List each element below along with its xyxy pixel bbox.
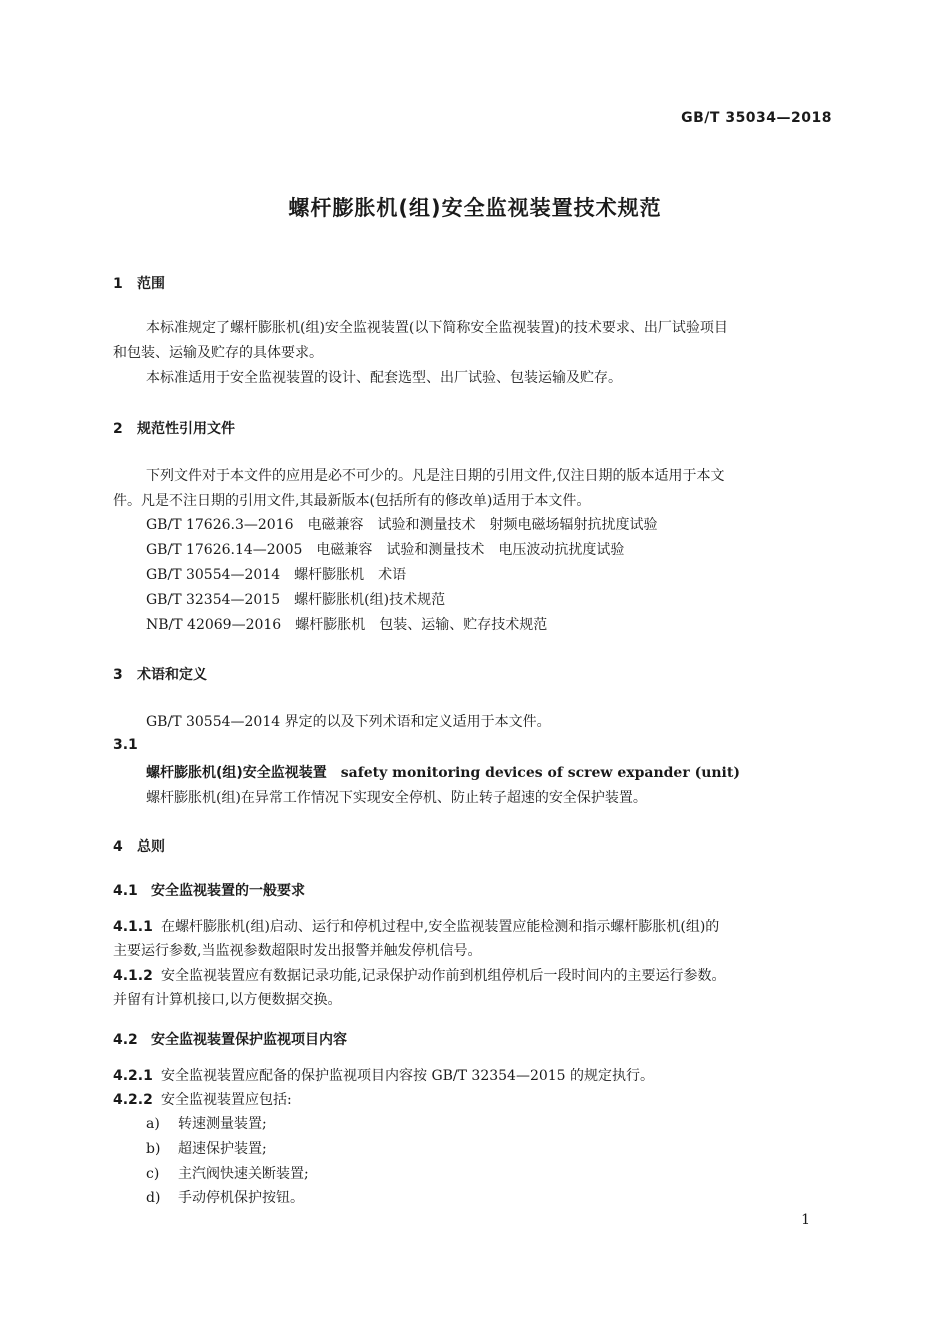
terms-intro: GB/T 30554—2014 界定的以及下列术语和定义适用于本文件。	[146, 714, 551, 730]
clause-text: 安全监视装置应有数据记录功能,记录保护动作前到机组停机后一段时间内的主要运行参数。	[161, 968, 726, 984]
clause-4-1-1	[113, 915, 719, 939]
section-number: 3	[113, 667, 123, 683]
document-title: 螺杆膨胀机(组)安全监视装置技术规范	[288, 196, 662, 220]
list-marker: d)	[146, 1190, 161, 1206]
term-number: 3.1	[113, 737, 138, 753]
list-text: 手动停机保护按钮。	[178, 1190, 304, 1206]
clause-text: 在螺杆膨胀机(组)启动、运行和停机过程中,安全监视装置应能检测和指示螺杆膨胀机(组)的	[161, 919, 720, 935]
standard-code: GB/T 35034—2018	[681, 110, 832, 126]
reference-title: 螺杆膨胀机 包装、运输、贮存技术规范	[295, 617, 548, 633]
reference-title: 电磁兼容 试验和测量技术 电压波动抗扰度试验	[316, 542, 625, 558]
clause-4-1-1-line-2: 主要运行参数,当监视参数超限时发出报警并触发停机信号。	[113, 943, 482, 959]
reference-code: GB/T 30554—2014	[146, 567, 281, 583]
clause-4-1-2-line-2: 并留有计算机接口,以方便数据交换。	[113, 992, 342, 1008]
reference-code: GB/T 17626.3—2016	[146, 517, 294, 533]
clause-number: 4.1.2	[113, 968, 153, 984]
section-title: 术语和定义	[137, 667, 207, 683]
section-title: 总则	[137, 839, 165, 855]
scope-paragraph-1-line-2: 和包装、运输及贮存的具体要求。	[113, 345, 323, 361]
list-marker: a)	[146, 1116, 160, 1132]
clause-text: 安全监视装置应配备的保护监视项目内容按 GB/T 32354—2015 的规定执行。	[161, 1068, 655, 1084]
section-2-heading	[113, 418, 235, 438]
clause-4-1-2	[113, 964, 725, 988]
subsection-4-2-heading	[113, 1029, 347, 1049]
reference-item	[146, 614, 547, 634]
list-text: 转速测量装置;	[178, 1116, 267, 1132]
subsection-4-1-heading	[113, 880, 305, 900]
term-english: safety monitoring devices of screw expander (unit)	[340, 765, 740, 781]
reference-code: GB/T 17626.14—2005	[146, 542, 303, 558]
subsection-title: 安全监视装置的一般要求	[151, 883, 305, 899]
clause-4-2-1	[113, 1064, 654, 1088]
page-number: 1	[801, 1212, 810, 1228]
section-number: 1	[113, 276, 123, 292]
references-intro-line-2: 件。凡是不注日期的引用文件,其最新版本(包括所有的修改单)适用于本文件。	[113, 493, 591, 509]
section-title: 范围	[137, 276, 165, 292]
reference-code: NB/T 42069—2016	[146, 617, 282, 633]
references-intro-line-1: 下列文件对于本文件的应用是必不可少的。凡是注日期的引用文件,仅注日期的版本适用于本文	[146, 468, 725, 484]
section-number: 2	[113, 421, 123, 437]
reference-title: 螺杆膨胀机(组)技术规范	[294, 592, 446, 608]
scope-paragraph-1-line-1: 本标准规定了螺杆膨胀机(组)安全监视装置(以下简称安全监视装置)的技术要求、出厂试验项目	[146, 320, 728, 336]
list-text: 主汽阀快速关断装置;	[178, 1166, 309, 1182]
reference-item	[146, 539, 624, 559]
list-item	[146, 1113, 267, 1133]
reference-item	[146, 564, 406, 584]
clause-number: 4.2.2	[113, 1092, 153, 1108]
section-1-heading	[113, 273, 165, 293]
scope-paragraph-2: 本标准适用于安全监视装置的设计、配套选型、出厂试验、包装运输及贮存。	[146, 370, 622, 386]
reference-code: GB/T 32354—2015	[146, 592, 281, 608]
term-title	[146, 762, 740, 782]
subsection-title: 安全监视装置保护监视项目内容	[151, 1032, 347, 1048]
list-text: 超速保护装置;	[178, 1141, 267, 1157]
section-4-heading	[113, 836, 165, 856]
reference-item	[146, 514, 658, 534]
section-title: 规范性引用文件	[137, 421, 235, 437]
clause-4-2-2	[113, 1088, 292, 1112]
term-definition: 螺杆膨胀机(组)在异常工作情况下实现安全停机、防止转子超速的安全保护装置。	[146, 790, 647, 806]
section-number: 4	[113, 839, 123, 855]
reference-title: 螺杆膨胀机 术语	[294, 567, 407, 583]
list-item	[146, 1163, 309, 1183]
list-item	[146, 1138, 267, 1158]
clause-number: 4.1.1	[113, 919, 153, 935]
list-marker: c)	[146, 1166, 160, 1182]
reference-item	[146, 589, 445, 609]
section-3-heading	[113, 664, 207, 684]
clause-number: 4.2.1	[113, 1068, 153, 1084]
term-chinese: 螺杆膨胀机(组)安全监视装置	[146, 765, 327, 781]
subsection-number: 4.1	[113, 883, 138, 899]
subsection-number: 4.2	[113, 1032, 138, 1048]
reference-title: 电磁兼容 试验和测量技术 射频电磁场辐射抗扰度试验	[307, 517, 658, 533]
list-item	[146, 1187, 304, 1207]
list-marker: b)	[146, 1141, 161, 1157]
clause-text: 安全监视装置应包括:	[161, 1092, 292, 1108]
